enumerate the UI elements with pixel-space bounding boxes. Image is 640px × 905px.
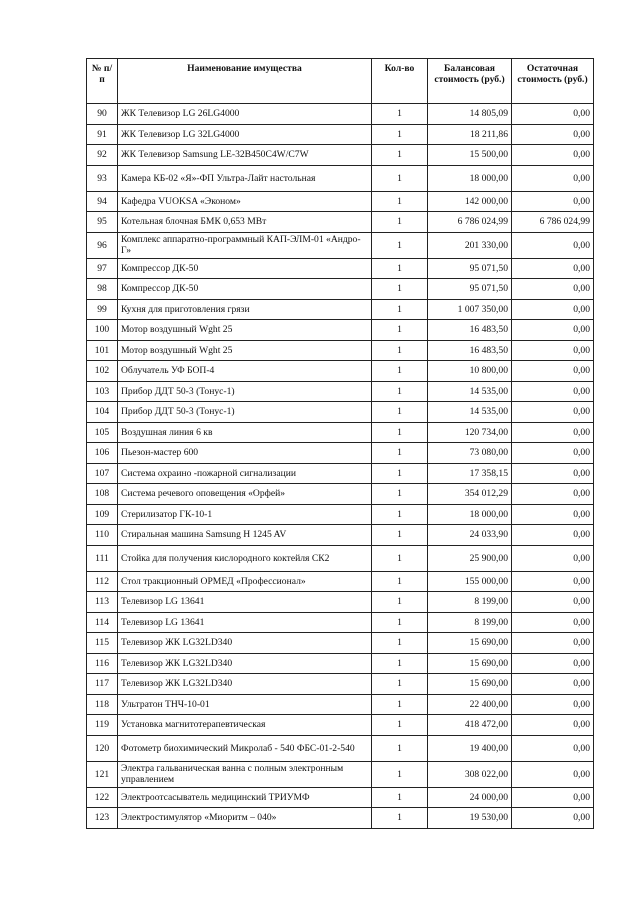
cell-balance: 201 330,00 bbox=[428, 232, 512, 258]
cell-name: Электроотсасыватель медицинский ТРИУМФ bbox=[118, 787, 372, 808]
cell-residual: 0,00 bbox=[512, 787, 594, 808]
cell-name: Телевизор ЖК LG32LD340 bbox=[118, 633, 372, 654]
cell-num: 102 bbox=[87, 361, 118, 382]
cell-residual: 0,00 bbox=[512, 545, 594, 571]
cell-name: Компрессор ДК-50 bbox=[118, 279, 372, 300]
cell-name: Кафедра VUOKSA «Эконом» bbox=[118, 191, 372, 212]
cell-residual: 0,00 bbox=[512, 592, 594, 613]
cell-name: Комплекс аппаратно-программный КАП-ЭЛМ-01 «Андро-Г» bbox=[118, 232, 372, 258]
cell-num: 123 bbox=[87, 808, 118, 829]
cell-residual: 0,00 bbox=[512, 361, 594, 382]
table-body bbox=[87, 104, 594, 829]
cell-balance: 8 199,00 bbox=[428, 592, 512, 613]
table-row bbox=[87, 422, 594, 443]
cell-balance: 95 071,50 bbox=[428, 258, 512, 279]
cell-qty: 1 bbox=[372, 124, 428, 145]
cell-name: Прибор ДДТ 50-3 (Тонус-1) bbox=[118, 402, 372, 423]
cell-num: 109 bbox=[87, 504, 118, 525]
cell-residual: 0,00 bbox=[512, 320, 594, 341]
table-row bbox=[87, 258, 594, 279]
cell-num: 114 bbox=[87, 612, 118, 633]
header-name: Наименование имущества bbox=[118, 59, 372, 104]
cell-name: Кухня для приготовления грязи bbox=[118, 299, 372, 320]
cell-balance: 24 033,90 bbox=[428, 525, 512, 546]
table-header-row bbox=[87, 59, 594, 104]
cell-qty: 1 bbox=[372, 232, 428, 258]
cell-qty: 1 bbox=[372, 361, 428, 382]
cell-name: Стерилизатор ГК-10-1 bbox=[118, 504, 372, 525]
cell-residual: 0,00 bbox=[512, 422, 594, 443]
cell-name: Электростимулятор «Миоритм – 040» bbox=[118, 808, 372, 829]
table-row bbox=[87, 571, 594, 592]
cell-residual: 0,00 bbox=[512, 145, 594, 166]
cell-name: ЖК Телевизор LG 26LG4000 bbox=[118, 104, 372, 125]
cell-num: 113 bbox=[87, 592, 118, 613]
table-row bbox=[87, 340, 594, 361]
cell-num: 107 bbox=[87, 463, 118, 484]
cell-num: 100 bbox=[87, 320, 118, 341]
cell-name: Ультратон ТНЧ-10-01 bbox=[118, 694, 372, 715]
cell-num: 120 bbox=[87, 735, 118, 761]
cell-residual: 0,00 bbox=[512, 232, 594, 258]
cell-name: Мотор воздушный Wght 25 bbox=[118, 320, 372, 341]
cell-name: Мотор воздушный Wght 25 bbox=[118, 340, 372, 361]
cell-residual: 0,00 bbox=[512, 571, 594, 592]
header-qty: Кол-во bbox=[372, 59, 428, 104]
table-row bbox=[87, 299, 594, 320]
cell-balance: 8 199,00 bbox=[428, 612, 512, 633]
table-row bbox=[87, 279, 594, 300]
cell-name: Компрессор ДК-50 bbox=[118, 258, 372, 279]
table-row bbox=[87, 402, 594, 423]
cell-qty: 1 bbox=[372, 299, 428, 320]
cell-residual: 0,00 bbox=[512, 484, 594, 505]
table-row bbox=[87, 232, 594, 258]
table-row bbox=[87, 504, 594, 525]
cell-residual: 0,00 bbox=[512, 694, 594, 715]
cell-qty: 1 bbox=[372, 715, 428, 736]
cell-balance: 73 080,00 bbox=[428, 443, 512, 464]
table-row bbox=[87, 674, 594, 695]
cell-balance: 14 535,00 bbox=[428, 381, 512, 402]
cell-num: 90 bbox=[87, 104, 118, 125]
cell-balance: 418 472,00 bbox=[428, 715, 512, 736]
cell-balance: 15 690,00 bbox=[428, 633, 512, 654]
cell-name: Камера КБ-02 «Я»-ФП Ультра-Лайт настольная bbox=[118, 165, 372, 191]
cell-num: 98 bbox=[87, 279, 118, 300]
cell-qty: 1 bbox=[372, 443, 428, 464]
cell-balance: 308 022,00 bbox=[428, 761, 512, 787]
table-row bbox=[87, 653, 594, 674]
table-row bbox=[87, 381, 594, 402]
cell-name: ЖК Телевизор LG 32LG4000 bbox=[118, 124, 372, 145]
cell-balance: 17 358,15 bbox=[428, 463, 512, 484]
cell-residual: 0,00 bbox=[512, 104, 594, 125]
cell-balance: 95 071,50 bbox=[428, 279, 512, 300]
table-row bbox=[87, 212, 594, 233]
cell-num: 99 bbox=[87, 299, 118, 320]
cell-qty: 1 bbox=[372, 320, 428, 341]
table-row bbox=[87, 735, 594, 761]
cell-name: Электра гальваническая ванна с полным электронным управлением bbox=[118, 761, 372, 787]
cell-num: 122 bbox=[87, 787, 118, 808]
table-row bbox=[87, 361, 594, 382]
cell-residual: 0,00 bbox=[512, 258, 594, 279]
cell-name: Стол тракционный ОРМЕД «Профессионал» bbox=[118, 571, 372, 592]
cell-qty: 1 bbox=[372, 104, 428, 125]
table-row bbox=[87, 191, 594, 212]
cell-qty: 1 bbox=[372, 808, 428, 829]
cell-residual: 0,00 bbox=[512, 735, 594, 761]
cell-name: Телевизор LG 13641 bbox=[118, 592, 372, 613]
cell-residual: 0,00 bbox=[512, 279, 594, 300]
table-row bbox=[87, 715, 594, 736]
cell-qty: 1 bbox=[372, 381, 428, 402]
cell-name: Пьезон-мастер 600 bbox=[118, 443, 372, 464]
cell-balance: 155 000,00 bbox=[428, 571, 512, 592]
table-row bbox=[87, 545, 594, 571]
cell-residual: 0,00 bbox=[512, 381, 594, 402]
cell-balance: 18 000,00 bbox=[428, 165, 512, 191]
cell-residual: 0,00 bbox=[512, 124, 594, 145]
cell-residual: 0,00 bbox=[512, 808, 594, 829]
cell-qty: 1 bbox=[372, 735, 428, 761]
cell-num: 115 bbox=[87, 633, 118, 654]
header-balance: Балансовая стоимость (руб.) bbox=[428, 59, 512, 104]
cell-qty: 1 bbox=[372, 545, 428, 571]
cell-num: 103 bbox=[87, 381, 118, 402]
cell-num: 105 bbox=[87, 422, 118, 443]
cell-residual: 0,00 bbox=[512, 165, 594, 191]
cell-residual: 0,00 bbox=[512, 715, 594, 736]
cell-qty: 1 bbox=[372, 212, 428, 233]
table-row bbox=[87, 165, 594, 191]
table-row bbox=[87, 124, 594, 145]
cell-residual: 0,00 bbox=[512, 761, 594, 787]
cell-num: 104 bbox=[87, 402, 118, 423]
cell-balance: 16 483,50 bbox=[428, 320, 512, 341]
cell-name: Фотометр биохимический Микролаб - 540 ФБС-01-2-540 bbox=[118, 735, 372, 761]
cell-num: 93 bbox=[87, 165, 118, 191]
table-row bbox=[87, 694, 594, 715]
cell-residual: 0,00 bbox=[512, 191, 594, 212]
cell-residual: 6 786 024,99 bbox=[512, 212, 594, 233]
cell-balance: 1 007 350,00 bbox=[428, 299, 512, 320]
cell-name: Установка магнитотерапевтическая bbox=[118, 715, 372, 736]
cell-qty: 1 bbox=[372, 694, 428, 715]
cell-qty: 1 bbox=[372, 787, 428, 808]
cell-balance: 15 690,00 bbox=[428, 653, 512, 674]
cell-num: 121 bbox=[87, 761, 118, 787]
cell-balance: 10 800,00 bbox=[428, 361, 512, 382]
cell-num: 91 bbox=[87, 124, 118, 145]
cell-num: 111 bbox=[87, 545, 118, 571]
cell-residual: 0,00 bbox=[512, 504, 594, 525]
table-row bbox=[87, 463, 594, 484]
header-residual: Остаточная стоимость (руб.) bbox=[512, 59, 594, 104]
header-num: № п/п bbox=[87, 59, 118, 104]
cell-num: 95 bbox=[87, 212, 118, 233]
cell-balance: 120 734,00 bbox=[428, 422, 512, 443]
cell-qty: 1 bbox=[372, 571, 428, 592]
cell-qty: 1 bbox=[372, 525, 428, 546]
cell-residual: 0,00 bbox=[512, 674, 594, 695]
cell-name: Облучатель УФ БОП-4 bbox=[118, 361, 372, 382]
cell-balance: 19 400,00 bbox=[428, 735, 512, 761]
cell-balance: 354 012,29 bbox=[428, 484, 512, 505]
cell-qty: 1 bbox=[372, 422, 428, 443]
cell-residual: 0,00 bbox=[512, 653, 594, 674]
cell-qty: 1 bbox=[372, 279, 428, 300]
cell-balance: 15 690,00 bbox=[428, 674, 512, 695]
cell-residual: 0,00 bbox=[512, 402, 594, 423]
cell-balance: 6 786 024,99 bbox=[428, 212, 512, 233]
cell-residual: 0,00 bbox=[512, 463, 594, 484]
cell-num: 116 bbox=[87, 653, 118, 674]
cell-qty: 1 bbox=[372, 484, 428, 505]
cell-name: Система речевого оповещения «Орфей» bbox=[118, 484, 372, 505]
cell-num: 101 bbox=[87, 340, 118, 361]
cell-num: 92 bbox=[87, 145, 118, 166]
table-row bbox=[87, 787, 594, 808]
cell-residual: 0,00 bbox=[512, 633, 594, 654]
cell-qty: 1 bbox=[372, 340, 428, 361]
cell-num: 112 bbox=[87, 571, 118, 592]
table-row bbox=[87, 145, 594, 166]
cell-balance: 22 400,00 bbox=[428, 694, 512, 715]
cell-qty: 1 bbox=[372, 402, 428, 423]
cell-qty: 1 bbox=[372, 653, 428, 674]
cell-residual: 0,00 bbox=[512, 340, 594, 361]
table-row bbox=[87, 633, 594, 654]
cell-balance: 24 000,00 bbox=[428, 787, 512, 808]
cell-balance: 142 000,00 bbox=[428, 191, 512, 212]
table-row bbox=[87, 761, 594, 787]
table-row bbox=[87, 443, 594, 464]
cell-num: 96 bbox=[87, 232, 118, 258]
cell-qty: 1 bbox=[372, 612, 428, 633]
cell-name: Стиральная машина Samsung H 1245 AV bbox=[118, 525, 372, 546]
cell-qty: 1 bbox=[372, 463, 428, 484]
cell-balance: 25 900,00 bbox=[428, 545, 512, 571]
assets-table bbox=[86, 58, 594, 829]
table-row bbox=[87, 808, 594, 829]
cell-balance: 18 211,86 bbox=[428, 124, 512, 145]
cell-balance: 14 535,00 bbox=[428, 402, 512, 423]
table-row bbox=[87, 104, 594, 125]
table-row bbox=[87, 592, 594, 613]
cell-name: ЖК Телевизор Samsung LE-32B450C4W/C7W bbox=[118, 145, 372, 166]
cell-qty: 1 bbox=[372, 633, 428, 654]
cell-qty: 1 bbox=[372, 674, 428, 695]
cell-num: 97 bbox=[87, 258, 118, 279]
cell-qty: 1 bbox=[372, 761, 428, 787]
cell-num: 118 bbox=[87, 694, 118, 715]
cell-name: Стойка для получения кислородного коктейля СК2 bbox=[118, 545, 372, 571]
table-row bbox=[87, 484, 594, 505]
cell-num: 117 bbox=[87, 674, 118, 695]
cell-residual: 0,00 bbox=[512, 525, 594, 546]
cell-name: Телевизор ЖК LG32LD340 bbox=[118, 653, 372, 674]
cell-qty: 1 bbox=[372, 145, 428, 166]
cell-num: 108 bbox=[87, 484, 118, 505]
cell-name: Система охраино -пожарной сигнализации bbox=[118, 463, 372, 484]
cell-num: 110 bbox=[87, 525, 118, 546]
table-row bbox=[87, 525, 594, 546]
cell-qty: 1 bbox=[372, 504, 428, 525]
cell-balance: 16 483,50 bbox=[428, 340, 512, 361]
cell-balance: 14 805,09 bbox=[428, 104, 512, 125]
cell-name: Телевизор LG 13641 bbox=[118, 612, 372, 633]
cell-qty: 1 bbox=[372, 592, 428, 613]
cell-name: Прибор ДДТ 50-3 (Тонус-1) bbox=[118, 381, 372, 402]
cell-balance: 19 530,00 bbox=[428, 808, 512, 829]
cell-name: Воздушная линия 6 кв bbox=[118, 422, 372, 443]
cell-name: Телевизор ЖК LG32LD340 bbox=[118, 674, 372, 695]
cell-num: 119 bbox=[87, 715, 118, 736]
cell-residual: 0,00 bbox=[512, 299, 594, 320]
cell-residual: 0,00 bbox=[512, 612, 594, 633]
cell-name: Котельная блочная БМК 0,653 МВт bbox=[118, 212, 372, 233]
cell-balance: 15 500,00 bbox=[428, 145, 512, 166]
cell-qty: 1 bbox=[372, 165, 428, 191]
cell-num: 106 bbox=[87, 443, 118, 464]
table-row bbox=[87, 320, 594, 341]
cell-residual: 0,00 bbox=[512, 443, 594, 464]
cell-qty: 1 bbox=[372, 191, 428, 212]
cell-num: 94 bbox=[87, 191, 118, 212]
table-row bbox=[87, 612, 594, 633]
cell-qty: 1 bbox=[372, 258, 428, 279]
cell-balance: 18 000,00 bbox=[428, 504, 512, 525]
